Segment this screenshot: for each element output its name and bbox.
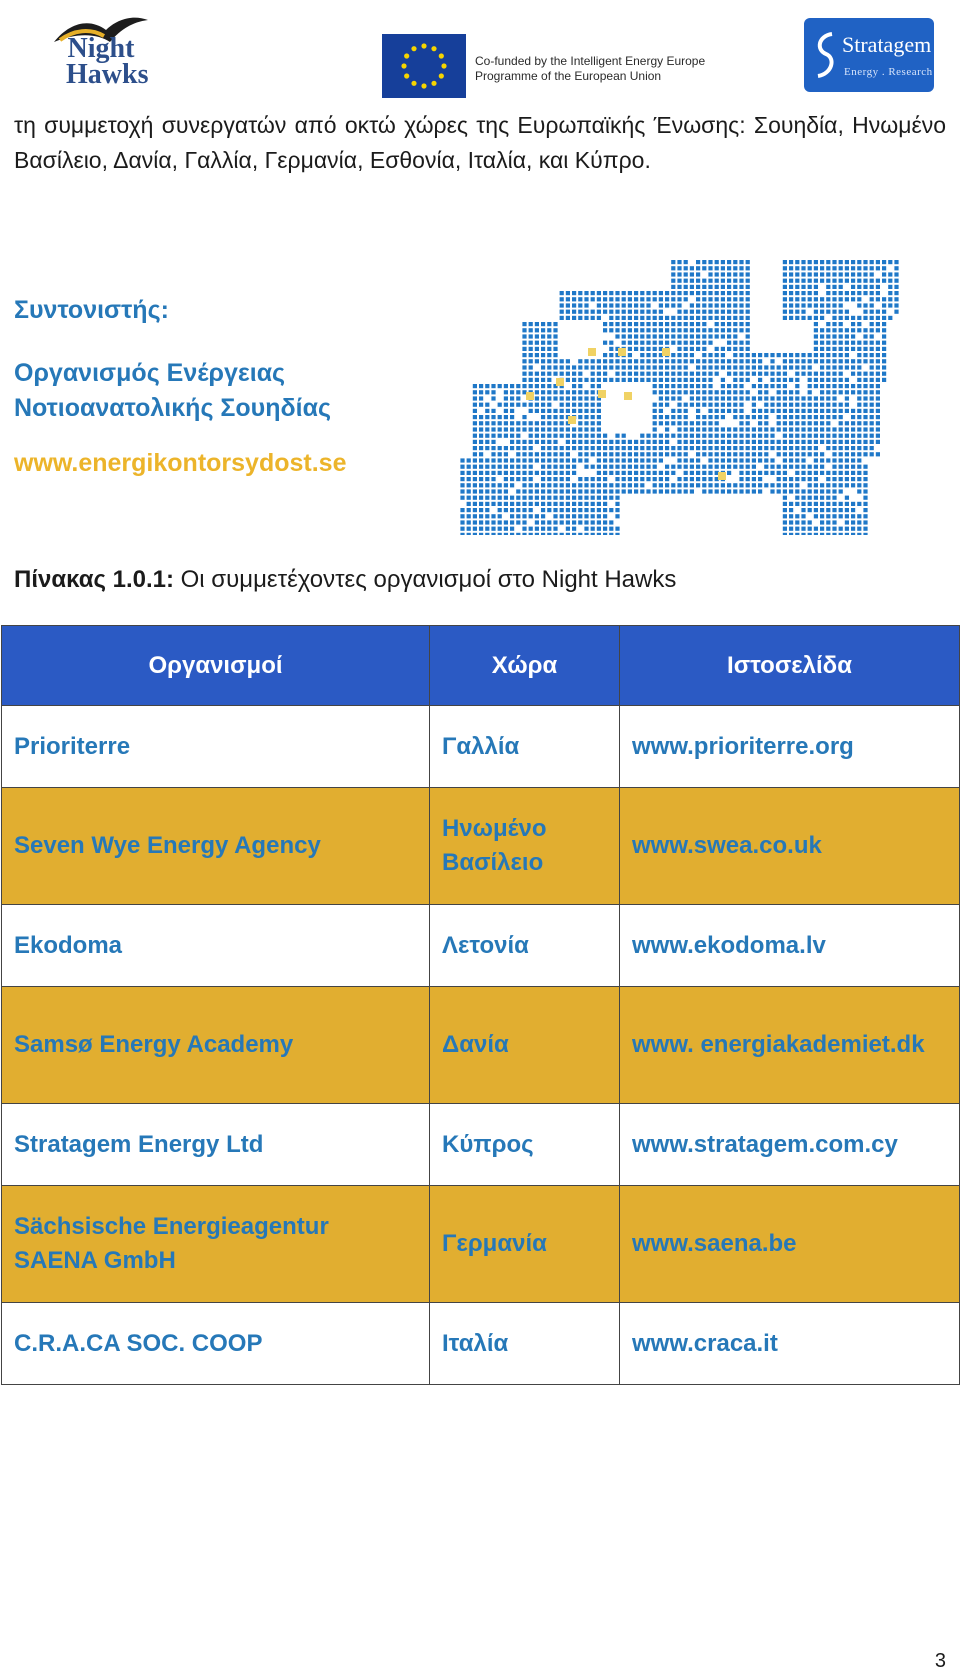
table-caption-label: Πίνακας 1.0.1: <box>14 566 174 593</box>
org-website-link[interactable]: www.craca.it <box>620 1303 960 1385</box>
org-country: Γερμανία <box>430 1186 620 1303</box>
org-country: Γαλλία <box>430 706 620 788</box>
table-row <box>2 1104 960 1186</box>
stratagem-logo <box>804 18 934 92</box>
org-name: Prioriterre <box>2 706 430 788</box>
org-website-link[interactable]: www.saena.be <box>620 1186 960 1303</box>
coordinator-heading: Συντονιστής: <box>14 296 169 324</box>
coordinator-org-line-1: Οργανισμός Ενέργειας <box>14 359 286 387</box>
org-name: C.R.A.CA SOC. COOP <box>2 1303 430 1385</box>
coordinator-org-line-2: Νοτιοανατολικής Σουηδίας <box>14 394 331 422</box>
stratagem-subtitle: Energy . Research <box>844 66 933 78</box>
coordinator-organization <box>14 356 434 426</box>
table-row <box>2 788 960 905</box>
table-header-row <box>2 626 960 706</box>
org-country: Κύπρος <box>430 1104 620 1186</box>
org-name: Samsø Energy Academy <box>2 987 430 1104</box>
table-row <box>2 1186 960 1303</box>
header-organizations: Οργανισμοί <box>2 626 430 706</box>
table-row <box>2 1303 960 1385</box>
europe-dot-map <box>448 260 908 535</box>
org-name: Stratagem Energy Ltd <box>2 1104 430 1186</box>
page-number: 3 <box>934 1650 946 1672</box>
table-caption <box>14 566 676 594</box>
org-country: Λετονία <box>430 905 620 987</box>
table-row <box>2 706 960 788</box>
table-caption-text: Οι συμμετέχοντες οργανισμοί στο Night Hawks <box>173 566 677 593</box>
org-name: Sächsische Energieagentur SAENA GmbH <box>2 1186 430 1303</box>
eu-flag-icon <box>382 34 466 98</box>
participants-table <box>1 625 960 1385</box>
org-country: Ηνωμένο Βασίλειο <box>430 788 620 905</box>
table-row <box>2 987 960 1104</box>
header-website: Ιστοσελίδα <box>620 626 960 706</box>
eu-line-1: Co-funded by the Intelligent Energy Europe <box>475 54 706 68</box>
nighthawks-logo <box>50 12 150 92</box>
org-website-link[interactable]: www.stratagem.com.cy <box>620 1104 960 1186</box>
org-name: Seven Wye Energy Agency <box>2 788 430 905</box>
eu-cofunded-logo <box>382 34 712 98</box>
intro-paragraph: τη συμμετοχή συνεργατών από οκτώ χώρες της Ευρωπαϊκής Ένωσης: Σουηδία, Ηνωμένο Βασίλειο, Δανία, Γαλλία, Γερμανία, Εσθονία, Ιταλία, και Κύπρο. <box>14 112 946 173</box>
stratagem-mark-icon <box>812 30 838 80</box>
eu-line-2: Programme of the European Union <box>475 69 662 83</box>
org-website-link[interactable]: www.prioriterre.org <box>620 706 960 788</box>
org-website-link[interactable]: www. energiakademiet.dk <box>620 987 960 1104</box>
coordinator-url-link[interactable]: www.energikontorsydost.se <box>14 449 347 477</box>
org-country: Ιταλία <box>430 1303 620 1385</box>
org-country: Δανία <box>430 987 620 1104</box>
nighthawks-logo-text: Night Hawks <box>66 33 149 90</box>
org-name: Ekodoma <box>2 905 430 987</box>
header-country: Χώρα <box>430 626 620 706</box>
stratagem-title: Stratagem <box>842 32 932 57</box>
org-website-link[interactable]: www.swea.co.uk <box>620 788 960 905</box>
table-row <box>2 905 960 987</box>
org-website-link[interactable]: www.ekodoma.lv <box>620 905 960 987</box>
